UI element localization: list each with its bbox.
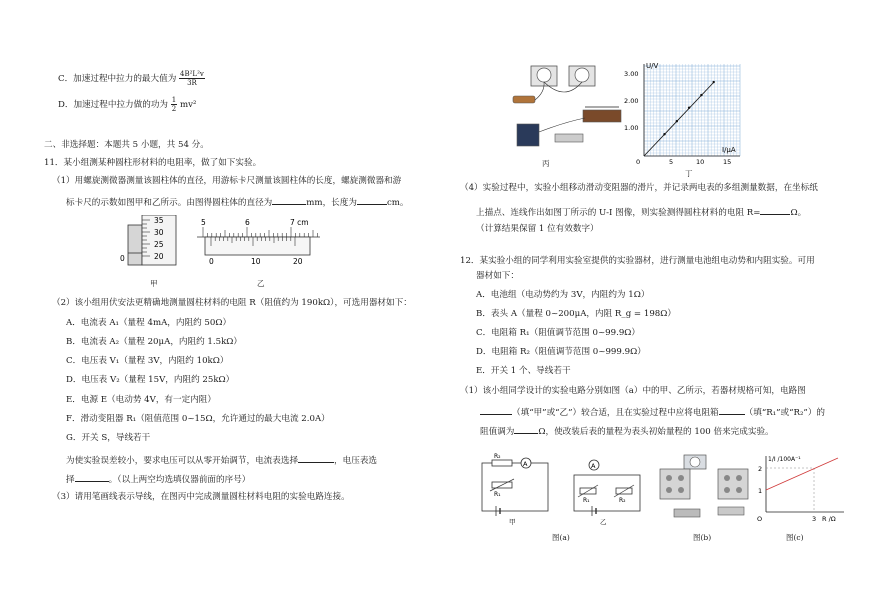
graph-ding-ytick-2: 2.00 bbox=[624, 97, 639, 105]
graph-ding-xtick-5: 5 bbox=[669, 158, 674, 165]
graph-c-ytick-1: 1 bbox=[758, 487, 763, 495]
circuit-yi-label: 乙 bbox=[600, 518, 607, 525]
graph-c-xtick-3: 3 bbox=[812, 515, 817, 523]
option-c-text: C．加速过程中拉力的最大值为 bbox=[58, 74, 177, 84]
question-12-part1-line1: （1）该小组同学设计的实验电路分别如图（a）中的甲、乙所示，若器材规格可知，电路图 bbox=[460, 386, 806, 396]
circuit-apparatus-figure-bing bbox=[505, 62, 630, 157]
q12-equipment-a: A．电池组（电动势约为 3V，内阻约为 1Ω） bbox=[476, 290, 650, 300]
micrometer-tick-20: 20 bbox=[154, 252, 164, 261]
micrometer-tick-30: 30 bbox=[154, 228, 164, 237]
graph-c-xlabel: R /Ω bbox=[822, 515, 836, 523]
section-heading: 二、非选择题：本题共 5 小题，共 54 分。 bbox=[44, 140, 209, 150]
question-11-part2: （2）该小组用伏安法更精确地测量圆柱材料的电阻 R（阻值约为 190kΩ），可选用器材如下： bbox=[52, 298, 412, 308]
label-r1-jia: R₁ bbox=[494, 491, 501, 498]
question-11-part1-line2: 标卡尺的示数如图甲和乙所示。由图得圆柱体的直径为 mm，长度为 cm。 bbox=[66, 195, 409, 209]
question-12-line1: 12．某实验小组的同学利用实验室提供的实验器材，进行测量电池组电动势和内阻实验。可用 bbox=[460, 256, 815, 266]
question-11-part1-line1: （1）用螺旋测微器测量该圆柱体的直径，用游标卡尺测量该圆柱体的长度，螺旋测微器和游 bbox=[52, 176, 402, 186]
graph-ding-ytick-1: 1.00 bbox=[624, 124, 639, 132]
label-r2-jia: R₂ bbox=[494, 453, 501, 460]
equipment-d: D．电压表 V₂（量程 15V，内阻约 25kΩ） bbox=[66, 375, 235, 385]
graph-ding-point bbox=[663, 133, 665, 135]
fig-jia-caption: 甲 bbox=[150, 279, 158, 288]
meter-a-jia: A bbox=[523, 460, 528, 468]
caliper-vernier-10: 10 bbox=[251, 257, 261, 266]
question-11-part4-line3: （计算结果保留 1 位有效数字） bbox=[476, 224, 599, 234]
option-d: D．加速过程中拉力做的功为 $\frac{1}{2} mv^2$ bbox=[58, 96, 197, 113]
answer-blank-diameter[interactable] bbox=[272, 195, 306, 205]
question-11-part3: （3）请用笔画线表示导线，在图丙中完成测量圆柱材料电阻的实验电路连接。 bbox=[52, 492, 350, 502]
label-r2-yi: R₂ bbox=[619, 497, 626, 504]
q12-equipment-d: D．电阻箱 R₂（阻值调节范围 0~999.9Ω） bbox=[476, 347, 646, 357]
equipment-b: B．电流表 A₂（量程 20μA，内阻约 1.5kΩ） bbox=[66, 337, 243, 347]
answer-blank-ammeter[interactable] bbox=[298, 453, 334, 463]
caliper-vernier-0: 0 bbox=[209, 257, 214, 266]
graph-ding-point bbox=[700, 94, 702, 96]
question-11-title: 11．某小组测某种圆柱形材料的电阻率，做了如下实验。 bbox=[44, 158, 262, 168]
option-c bbox=[58, 70, 205, 87]
graph-c-origin: O bbox=[757, 515, 763, 523]
fig-c-caption: 图(c) bbox=[786, 533, 804, 542]
question-12-part1-line3: 阻值调为 Ω，使改装后表的量程为表头初始量程的 100 倍来完成实验。 bbox=[480, 424, 774, 438]
meter-a-yi: A bbox=[591, 462, 596, 470]
fig-yi-caption: 乙 bbox=[257, 279, 265, 288]
graph-figure-c bbox=[754, 452, 849, 524]
graph-ding-xtick-10: 10 bbox=[696, 158, 705, 165]
caliper-main-5: 5 bbox=[201, 218, 206, 227]
fig-bing-caption: 丙 bbox=[542, 159, 550, 168]
circuit-diagrams-figure-a bbox=[476, 453, 651, 525]
fig-b-caption: 图(b) bbox=[693, 533, 712, 542]
q12-equipment-b: B．表头 A（量程 0~200μA，内阻 R_g = 198Ω） bbox=[476, 309, 676, 319]
q12-equipment-c: C．电阻箱 R₁（阻值调节范围 0~99.9Ω） bbox=[476, 328, 641, 338]
graph-c-ylabel: 1/I /100A⁻¹ bbox=[768, 456, 801, 463]
question-11-part4-line2: 上描点、连线作出如图丁所示的 U-I 图像，则实验测得圆柱材料的电阻 R= Ω。 bbox=[476, 205, 806, 219]
circuit-jia-label: 甲 bbox=[509, 518, 516, 525]
q12-equipment-e: E．开关 1 个、导线若干 bbox=[476, 366, 571, 376]
graph-c-ytick-2: 2 bbox=[758, 465, 763, 473]
answer-blank-resistance[interactable] bbox=[760, 205, 790, 215]
answer-blank-length[interactable] bbox=[357, 195, 387, 205]
caliper-figure bbox=[195, 217, 325, 269]
micrometer-zero: 0 bbox=[120, 254, 125, 263]
graph-ding-xlabel: I/μA bbox=[722, 146, 736, 154]
question-11-part2-selection: 为使实验误差较小，要求电压可以从零开始调节，电流表选择 ，电压表选 bbox=[66, 453, 377, 467]
micrometer-figure bbox=[118, 215, 198, 277]
caliper-vernier-20: 20 bbox=[293, 257, 303, 266]
option-d-text: D．加速过程中拉力做的功为 bbox=[58, 100, 169, 110]
question-12-part1-line2: （填“甲”或“乙”）较合适，且在实验过程中应将电阻箱 （填“R₁”或“R₂”）的 bbox=[480, 405, 825, 419]
ui-graph-figure-ding bbox=[622, 60, 747, 165]
caliper-main-7: 7 cm bbox=[290, 218, 309, 227]
answer-blank-circuit[interactable] bbox=[480, 405, 512, 415]
graph-ding-point bbox=[713, 81, 715, 83]
graph-ding-xtick-15: 15 bbox=[723, 158, 732, 165]
option-c-fraction: $\frac{\text{4B²L²v}}{3R}$ bbox=[180, 70, 204, 87]
graph-ding-origin: 0 bbox=[636, 158, 641, 165]
fig-ding-caption: 丁 bbox=[685, 169, 693, 178]
graph-ding-ylabel: U/V bbox=[646, 62, 659, 70]
answer-blank-resistor-box[interactable] bbox=[719, 405, 745, 415]
question-11-part4-line1: （4）实验过程中，实验小组移动滑动变阻器的滑片，并记录两电表的多组测量数据，在坐标纸 bbox=[460, 183, 818, 193]
label-r1-yi: R₁ bbox=[583, 497, 590, 504]
answer-blank-voltmeter[interactable] bbox=[75, 472, 109, 482]
question-12-line2: 器材如下： bbox=[476, 271, 519, 281]
caliper-main-6: 6 bbox=[245, 218, 250, 227]
micrometer-tick-25: 25 bbox=[154, 240, 164, 249]
graph-ding-ytick-3: 3.00 bbox=[624, 70, 639, 78]
equipment-g: G．开关 S，导线若干 bbox=[66, 433, 151, 443]
equipment-e: E．电源 E（电动势 4V，有一定内阻） bbox=[66, 395, 216, 405]
apparatus-figure-b bbox=[656, 453, 751, 525]
micrometer-tick-35: 35 bbox=[154, 216, 164, 225]
question-11-part2-selection-2: 择 。（以上两空均选填仪器前面的序号） bbox=[66, 472, 250, 486]
answer-blank-resistor-value[interactable] bbox=[514, 424, 538, 434]
fig-a-caption: 图(a) bbox=[552, 533, 570, 542]
option-d-fraction: $\frac{1}{2}$ bbox=[171, 96, 177, 113]
equipment-f: F．滑动变阻器 R₁（阻值范围 0~15Ω，允许通过的最大电流 2.0A） bbox=[66, 414, 330, 424]
equipment-a: A．电流表 A₁（量程 4mA，内阻约 50Ω） bbox=[66, 318, 232, 328]
graph-ding-point bbox=[676, 120, 678, 122]
equipment-c: C．电压表 V₁（量程 3V，内阻约 10kΩ） bbox=[66, 356, 229, 366]
graph-ding-point bbox=[688, 107, 690, 109]
